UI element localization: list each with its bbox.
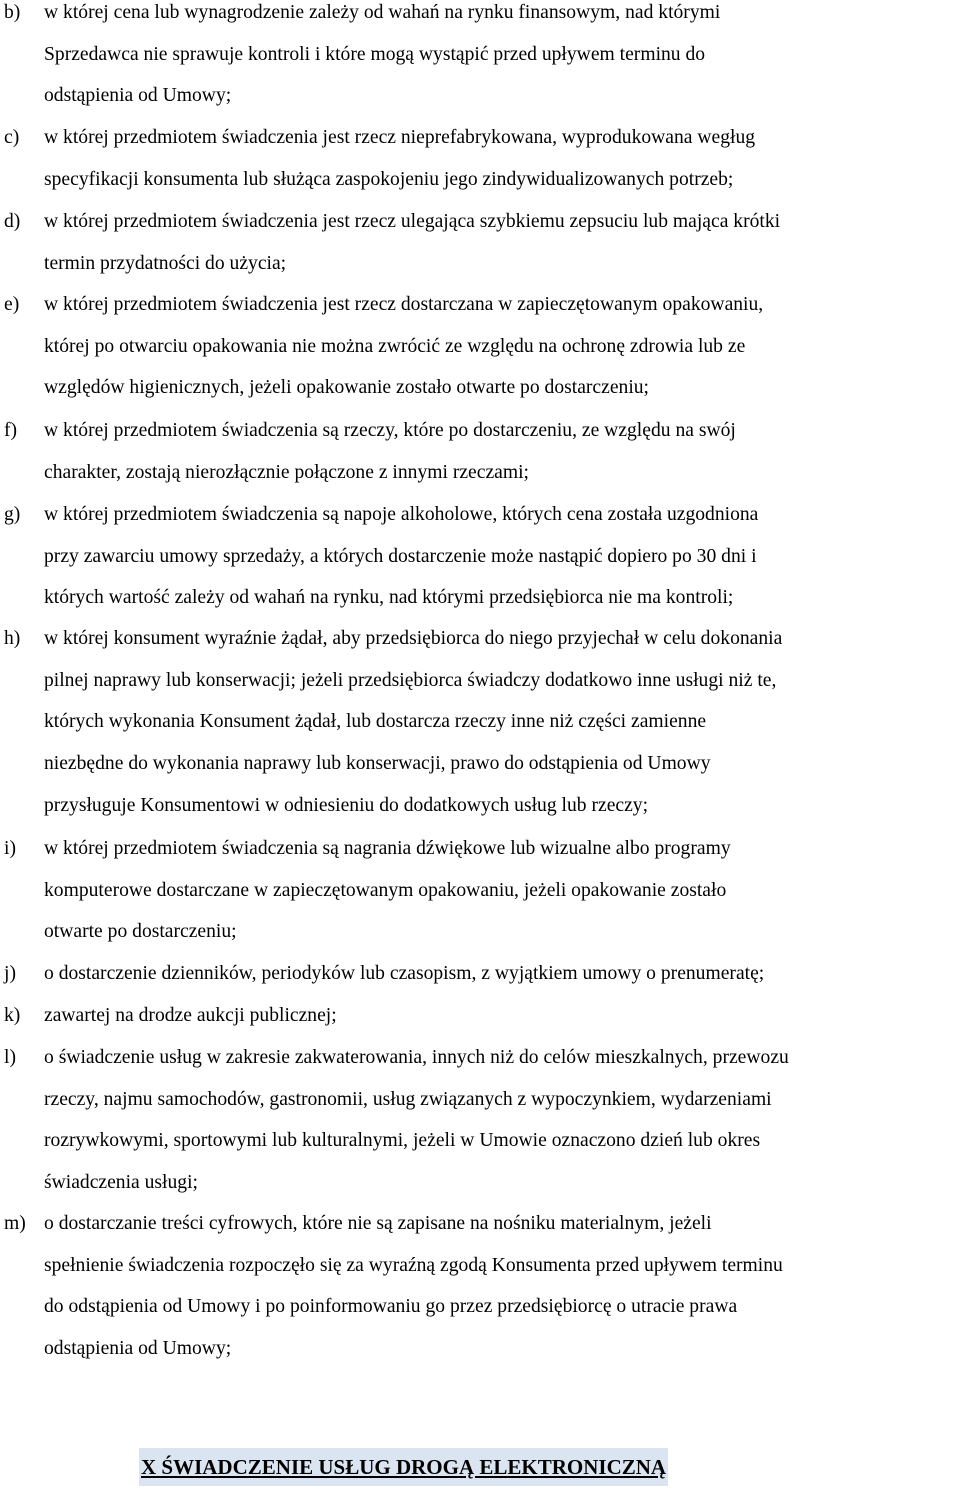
- list-item: [0, 284, 763, 409]
- list-item-marker: h): [4, 628, 21, 649]
- list-item: [0, 953, 764, 995]
- list-item-text-line: w której przedmiotem świadczenia jest rzecz nieprefabrykowana, wyprodukowana wegług: [44, 127, 756, 148]
- list-item-text-line: do odstąpienia od Umowy i po poinformowaniu go przez przedsiębiorcę o utracie prawa: [44, 1296, 738, 1318]
- list-item-text-line: specyfikacji konsumenta lub służąca zaspokojeniu jego zindywidualizowanych potrzeb;: [44, 168, 734, 190]
- section-heading: X ŚWIADCZENIE USŁUG DROGĄ ELEKTRONICZNĄ: [139, 1448, 668, 1486]
- list-item-marker: b): [4, 2, 21, 23]
- list-item-marker: k): [4, 1005, 21, 1026]
- list-item-text-line: zawartej na drodze aukcji publicznej;: [44, 1005, 337, 1026]
- list-item-text-line: komputerowe dostarczane w zapieczętowanym opakowaniu, jeżeli opakowanie zostało: [44, 879, 727, 901]
- list-item-text-line: termin przydatności do użycia;: [44, 252, 287, 274]
- list-item-text-line: odstąpienia od Umowy;: [44, 85, 232, 107]
- list-item-text-line: względów higienicznych, jeżeli opakowanie zostało otwarte po dostarczeniu;: [44, 377, 650, 399]
- list-item-text-line: w której cena lub wynagrodzenie zależy od wahań na rynku finansowym, nad którymi: [44, 2, 721, 23]
- list-item-text-line: w której przedmiotem świadczenia są napoje alkoholowe, których cena została uzgodniona: [44, 504, 759, 525]
- list-item-text-line: rozrywkowymi, sportowymi lub kulturalnymi, jeżeli w Umowie oznaczono dzień lub okres: [44, 1130, 761, 1152]
- list-item-text-line: spełnienie świadczenia rozpoczęło się za wyraźną zgodą Konsumenta przed upływem terminu: [44, 1254, 783, 1276]
- list-item-text-line: o dostarczenie dzienników, periodyków lub czasopism, z wyjątkiem umowy o prenumeratę;: [44, 963, 765, 984]
- list-item: [0, 117, 755, 200]
- list-item-marker: j): [4, 963, 16, 984]
- list-item-marker: e): [4, 294, 20, 315]
- list-item-text-line: o świadczenie usług w zakresie zakwaterowania, innych niż do celów mieszkalnych, przewozu: [44, 1047, 789, 1068]
- list-item-text-line: charakter, zostają nierozłącznie połączone z innymi rzeczami;: [44, 461, 529, 483]
- list-item-text-line: których wykonania Konsument żądał, lub dostarcza rzeczy inne niż części zamienne: [44, 711, 707, 733]
- list-item-text-line: przysługuje Konsumentowi w odniesieniu do dodatkowych usług lub rzeczy;: [44, 794, 649, 816]
- list-item-text-line: w której konsument wyraźnie żądał, aby przedsiębiorca do niego przyjechał w celu dokonania: [44, 628, 783, 649]
- list-item: [0, 1037, 789, 1204]
- list-item-text-line: otwarte po dostarczeniu;: [44, 921, 237, 943]
- list-item: [0, 494, 758, 619]
- list-item-text-line: Sprzedawca nie sprawuje kontroli i które mogą wystąpić przed upływem terminu do: [44, 43, 706, 65]
- list-item-marker: m): [4, 1213, 26, 1234]
- list-item-marker: d): [4, 211, 21, 232]
- list-item-marker: c): [4, 127, 20, 148]
- list-item: [0, 828, 731, 953]
- list-item-marker: g): [4, 504, 21, 525]
- list-item: [0, 201, 780, 284]
- list-item-text-line: w której przedmiotem świadczenia jest rzecz ulegająca szybkiemu zepsuciu lub mająca krótki: [44, 211, 781, 232]
- list-item-text-line: świadczenia usługi;: [44, 1172, 198, 1194]
- list-item-text-line: których wartość zależy od wahań na rynku, nad którymi przedsiębiorca nie ma kontroli;: [44, 587, 734, 609]
- list-item-text-line: niezbędne do wykonania naprawy lub konserwacji, prawo do odstąpienia od Umowy: [44, 753, 711, 775]
- list-item-text-line: odstąpienia od Umowy;: [44, 1338, 232, 1360]
- list-item-text-line: o dostarczanie treści cyfrowych, które nie są zapisane na nośniku materialnym, jeżeli: [44, 1213, 712, 1234]
- list-item-marker: i): [4, 838, 16, 859]
- list-item: [0, 1203, 783, 1370]
- list-item: [0, 0, 720, 117]
- list-item: [0, 618, 782, 827]
- list-item-marker: l): [4, 1047, 16, 1068]
- list-item-text-line: rzeczy, najmu samochodów, gastronomii, usług związanych z wypoczynkiem, wydarzeniami: [44, 1088, 772, 1110]
- list-item-marker: f): [4, 420, 18, 441]
- list-item: [0, 410, 736, 493]
- list-item-text-line: w której przedmiotem świadczenia są nagrania dźwiękowe lub wizualne albo programy: [44, 838, 731, 859]
- list-item-text-line: w której przedmiotem świadczenia jest rzecz dostarczana w zapieczętowanym opakowaniu,: [44, 294, 764, 315]
- list-item-text-line: której po otwarciu opakowania nie można zwrócić ze względu na ochronę zdrowia lub ze: [44, 335, 746, 357]
- list-item-text-line: przy zawarciu umowy sprzedaży, a których dostarczenie może nastąpić dopiero po 30 dni i: [44, 545, 757, 567]
- list-item: [0, 995, 337, 1037]
- list-item-text-line: w której przedmiotem świadczenia są rzeczy, które po dostarczeniu, ze względu na swój: [44, 420, 736, 441]
- list-item-text-line: pilnej naprawy lub konserwacji; jeżeli przedsiębiorca świadczy dodatkowo inne usługi niż te,: [44, 669, 777, 691]
